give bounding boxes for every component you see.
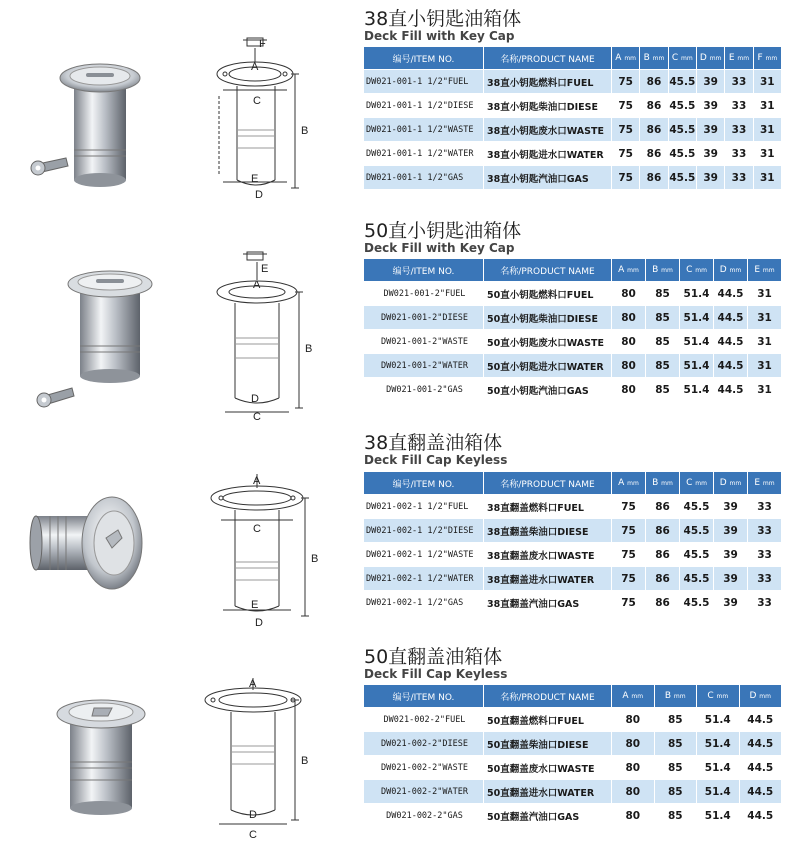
dim-value: 45.5 bbox=[680, 543, 714, 566]
column-header: F mm bbox=[754, 47, 782, 69]
table-row bbox=[364, 118, 782, 141]
dim-label-d: D bbox=[255, 617, 263, 629]
item-no: DW021-002-2"GAS bbox=[364, 804, 484, 827]
item-no: DW021-002-1 1/2"WATER bbox=[364, 567, 484, 590]
section-subtitle: Deck Fill with Key Cap bbox=[364, 241, 515, 255]
dim-label-b: B bbox=[301, 125, 309, 137]
dim-value: 80 bbox=[612, 756, 655, 779]
dim-value: 75 bbox=[612, 519, 646, 542]
dim-value: 33 bbox=[748, 567, 782, 590]
product-name: 50直翻盖汽油口GAS bbox=[484, 804, 612, 827]
dim-label-c: C bbox=[253, 95, 261, 107]
item-no: DW021-001-1 1/2"DIESE bbox=[364, 94, 484, 117]
dim-value: 75 bbox=[612, 495, 646, 518]
table-row bbox=[364, 708, 782, 731]
dim-value: 51.4 bbox=[697, 756, 740, 779]
product-section-3 bbox=[0, 428, 800, 638]
dim-value: 85 bbox=[646, 282, 680, 305]
dim-value: 44.5 bbox=[740, 732, 783, 755]
dim-value: 31 bbox=[748, 330, 782, 353]
dim-value: 33 bbox=[725, 118, 753, 141]
dim-value: 31 bbox=[754, 142, 782, 165]
dim-value: 39 bbox=[697, 118, 725, 141]
dim-value: 75 bbox=[612, 118, 640, 141]
dim-value: 51.4 bbox=[680, 282, 714, 305]
table-row bbox=[364, 495, 782, 518]
dim-value: 51.4 bbox=[697, 804, 740, 827]
dim-value: 45.5 bbox=[680, 519, 714, 542]
column-header: 编号/ITEM NO. bbox=[364, 259, 484, 281]
column-header: D mm bbox=[714, 259, 748, 281]
item-no: DW021-001-2"FUEL bbox=[364, 282, 484, 305]
dim-value: 75 bbox=[612, 94, 640, 117]
column-header: C mm bbox=[669, 47, 697, 69]
dim-value: 33 bbox=[748, 543, 782, 566]
product-name: 50直翻盖燃料口FUEL bbox=[484, 708, 612, 731]
dim-value: 31 bbox=[754, 166, 782, 189]
dim-value: 44.5 bbox=[740, 756, 783, 779]
dim-label-b: B bbox=[305, 343, 313, 355]
dim-value: 44.5 bbox=[714, 354, 748, 377]
dim-value: 39 bbox=[714, 591, 748, 614]
item-no: DW021-001-2"WATER bbox=[364, 354, 484, 377]
table-row bbox=[364, 354, 782, 377]
column-header: E mm bbox=[748, 472, 782, 494]
column-header: A mm bbox=[612, 47, 640, 69]
dim-label-a: A bbox=[253, 279, 261, 291]
item-no: DW021-001-1 1/2"FUEL bbox=[364, 70, 484, 93]
column-header: B mm bbox=[655, 685, 698, 707]
dim-value: 86 bbox=[640, 94, 668, 117]
dim-value: 33 bbox=[748, 591, 782, 614]
dim-value: 51.4 bbox=[697, 780, 740, 803]
dim-value: 31 bbox=[748, 354, 782, 377]
dim-value: 45.5 bbox=[669, 142, 697, 165]
dim-value: 86 bbox=[646, 543, 680, 566]
product-name: 38直翻盖柴油口DIESE bbox=[484, 519, 612, 542]
table-row bbox=[364, 780, 782, 803]
product-photo-keyless-38 bbox=[20, 468, 170, 628]
table-header-row bbox=[364, 472, 782, 494]
dim-label-e: E bbox=[261, 263, 269, 275]
table-row bbox=[364, 519, 782, 542]
dim-label-d: D bbox=[255, 189, 263, 201]
column-header: D mm bbox=[697, 47, 725, 69]
table-row bbox=[364, 567, 782, 590]
dim-value: 75 bbox=[612, 70, 640, 93]
section-subtitle: Deck Fill with Key Cap bbox=[364, 29, 515, 43]
dim-value: 39 bbox=[697, 166, 725, 189]
dim-value: 45.5 bbox=[669, 166, 697, 189]
key-icon bbox=[37, 388, 74, 407]
technical-drawing-key-cap-50 bbox=[195, 248, 350, 423]
product-name: 50直翻盖进水口WATER bbox=[484, 780, 612, 803]
product-photo-key-cap-38 bbox=[20, 40, 170, 200]
column-header: C mm bbox=[680, 472, 714, 494]
dim-value: 39 bbox=[697, 94, 725, 117]
dim-value: 31 bbox=[754, 118, 782, 141]
column-header: E mm bbox=[748, 259, 782, 281]
column-header: A mm bbox=[612, 259, 646, 281]
dim-value: 75 bbox=[612, 166, 640, 189]
item-no: DW021-002-2"WATER bbox=[364, 780, 484, 803]
dim-value: 80 bbox=[612, 282, 646, 305]
column-header: B mm bbox=[640, 47, 668, 69]
item-no: DW021-002-2"WASTE bbox=[364, 756, 484, 779]
dim-value: 44.5 bbox=[740, 804, 783, 827]
dim-value: 31 bbox=[748, 282, 782, 305]
column-header: 名称/PRODUCT NAME bbox=[484, 259, 612, 281]
key-icon bbox=[31, 158, 68, 175]
dim-label-a: A bbox=[253, 475, 261, 487]
dim-value: 80 bbox=[612, 780, 655, 803]
table-header-row bbox=[364, 47, 782, 69]
dim-value: 51.4 bbox=[697, 708, 740, 731]
dim-value: 45.5 bbox=[680, 591, 714, 614]
section-subtitle: Deck Fill Cap Keyless bbox=[364, 667, 508, 681]
dim-label-e: E bbox=[251, 173, 259, 185]
dim-value: 80 bbox=[612, 306, 646, 329]
dim-value: 80 bbox=[612, 708, 655, 731]
dim-value: 51.4 bbox=[680, 378, 714, 401]
dim-label-a: A bbox=[249, 678, 257, 690]
product-name: 38直翻盖进水口WATER bbox=[484, 567, 612, 590]
dim-value: 51.4 bbox=[680, 330, 714, 353]
dim-value: 75 bbox=[612, 543, 646, 566]
dim-value: 75 bbox=[612, 567, 646, 590]
dim-value: 85 bbox=[646, 306, 680, 329]
column-header: 名称/PRODUCT NAME bbox=[484, 685, 612, 707]
dim-value: 39 bbox=[697, 70, 725, 93]
dim-value: 33 bbox=[748, 519, 782, 542]
dim-label-d: D bbox=[249, 809, 257, 821]
dim-value: 33 bbox=[725, 166, 753, 189]
dim-value: 80 bbox=[612, 378, 646, 401]
item-no: DW021-001-2"WASTE bbox=[364, 330, 484, 353]
column-header: 编号/ITEM NO. bbox=[364, 472, 484, 494]
dim-value: 44.5 bbox=[714, 282, 748, 305]
dim-value: 44.5 bbox=[740, 708, 783, 731]
product-section-2 bbox=[0, 218, 800, 428]
column-header: B mm bbox=[646, 472, 680, 494]
product-name: 50直翻盖废水口WASTE bbox=[484, 756, 612, 779]
technical-drawing-key-cap-38 bbox=[195, 30, 350, 205]
item-no: DW021-001-2"DIESE bbox=[364, 306, 484, 329]
dim-value: 31 bbox=[748, 306, 782, 329]
column-header: 编号/ITEM NO. bbox=[364, 685, 484, 707]
dim-value: 85 bbox=[655, 780, 698, 803]
product-name: 38直小钥匙柴油口DIESE bbox=[484, 94, 612, 117]
table-row bbox=[364, 732, 782, 755]
dim-value: 75 bbox=[612, 142, 640, 165]
dim-value: 85 bbox=[655, 756, 698, 779]
dim-value: 44.5 bbox=[740, 780, 783, 803]
dim-value: 51.4 bbox=[680, 306, 714, 329]
dim-value: 44.5 bbox=[714, 378, 748, 401]
column-header: E mm bbox=[725, 47, 753, 69]
item-no: DW021-002-2"FUEL bbox=[364, 708, 484, 731]
product-name: 38直翻盖废水口WASTE bbox=[484, 543, 612, 566]
dim-value: 31 bbox=[754, 94, 782, 117]
table-row bbox=[364, 306, 782, 329]
dim-value: 45.5 bbox=[669, 70, 697, 93]
product-section-1 bbox=[0, 0, 800, 210]
column-header: 名称/PRODUCT NAME bbox=[484, 472, 612, 494]
section-title: 50直小钥匙油箱体 bbox=[364, 220, 522, 242]
column-header: C mm bbox=[697, 685, 740, 707]
dim-value: 86 bbox=[640, 70, 668, 93]
dim-value: 85 bbox=[655, 732, 698, 755]
column-header: D mm bbox=[740, 685, 783, 707]
dim-value: 80 bbox=[612, 732, 655, 755]
column-header: C mm bbox=[680, 259, 714, 281]
dim-value: 80 bbox=[612, 804, 655, 827]
dim-value: 45.5 bbox=[669, 118, 697, 141]
product-photo-key-cap-50 bbox=[20, 248, 170, 408]
dim-label-c: C bbox=[253, 411, 261, 423]
dim-value: 45.5 bbox=[669, 94, 697, 117]
table-row bbox=[364, 330, 782, 353]
product-name: 38直小钥匙汽油口GAS bbox=[484, 166, 612, 189]
table-row bbox=[364, 804, 782, 827]
dim-value: 39 bbox=[714, 519, 748, 542]
product-photo-keyless-50 bbox=[20, 678, 170, 838]
product-name: 50直小钥匙燃料口FUEL bbox=[484, 282, 612, 305]
spec-table bbox=[364, 46, 782, 190]
dim-value: 85 bbox=[655, 708, 698, 731]
dim-value: 44.5 bbox=[714, 306, 748, 329]
dim-label-c: C bbox=[249, 829, 257, 841]
spec-table bbox=[364, 471, 782, 615]
spec-table bbox=[364, 258, 782, 402]
table-row bbox=[364, 591, 782, 614]
table-row bbox=[364, 282, 782, 305]
dim-value: 39 bbox=[714, 543, 748, 566]
column-header: A mm bbox=[612, 685, 655, 707]
technical-drawing-keyless-38 bbox=[195, 468, 350, 633]
product-name: 50直小钥匙进水口WATER bbox=[484, 354, 612, 377]
item-no: DW021-001-1 1/2"WASTE bbox=[364, 118, 484, 141]
dim-value: 39 bbox=[697, 142, 725, 165]
table-row bbox=[364, 70, 782, 93]
dim-value: 86 bbox=[646, 591, 680, 614]
dim-value: 86 bbox=[646, 495, 680, 518]
dim-value: 85 bbox=[655, 804, 698, 827]
dim-label-c: C bbox=[253, 523, 261, 535]
product-name: 50直小钥匙汽油口GAS bbox=[484, 378, 612, 401]
dim-label-e: E bbox=[251, 599, 259, 611]
item-no: DW021-001-1 1/2"WATER bbox=[364, 142, 484, 165]
dim-value: 33 bbox=[725, 94, 753, 117]
dim-value: 45.5 bbox=[680, 495, 714, 518]
table-row bbox=[364, 756, 782, 779]
product-name: 50直小钥匙废水口WASTE bbox=[484, 330, 612, 353]
product-name: 38直翻盖汽油口GAS bbox=[484, 591, 612, 614]
table-header-row bbox=[364, 685, 782, 707]
dim-value: 33 bbox=[725, 142, 753, 165]
product-name: 38直翻盖燃料口FUEL bbox=[484, 495, 612, 518]
product-name: 38直小钥匙燃料口FUEL bbox=[484, 70, 612, 93]
dim-value: 39 bbox=[714, 567, 748, 590]
dim-value: 31 bbox=[754, 70, 782, 93]
column-header: B mm bbox=[646, 259, 680, 281]
table-row bbox=[364, 378, 782, 401]
table-row bbox=[364, 543, 782, 566]
technical-drawing-keyless-50 bbox=[195, 674, 350, 842]
dim-label-f: F bbox=[259, 38, 266, 50]
dim-value: 45.5 bbox=[680, 567, 714, 590]
item-no: DW021-002-1 1/2"FUEL bbox=[364, 495, 484, 518]
section-subtitle: Deck Fill Cap Keyless bbox=[364, 453, 508, 467]
spec-table bbox=[364, 684, 782, 828]
column-header: 名称/PRODUCT NAME bbox=[484, 47, 612, 69]
item-no: DW021-002-1 1/2"WASTE bbox=[364, 543, 484, 566]
dim-value: 33 bbox=[725, 70, 753, 93]
dim-value: 80 bbox=[612, 354, 646, 377]
section-title: 38直翻盖油箱体 bbox=[364, 432, 503, 454]
dim-value: 86 bbox=[640, 118, 668, 141]
table-header-row bbox=[364, 259, 782, 281]
dim-value: 31 bbox=[748, 378, 782, 401]
product-section-4 bbox=[0, 638, 800, 842]
item-no: DW021-002-1 1/2"GAS bbox=[364, 591, 484, 614]
item-no: DW021-002-1 1/2"DIESE bbox=[364, 519, 484, 542]
column-header: A mm bbox=[612, 472, 646, 494]
dim-value: 80 bbox=[612, 330, 646, 353]
dim-value: 51.4 bbox=[680, 354, 714, 377]
dim-value: 85 bbox=[646, 378, 680, 401]
dim-value: 86 bbox=[640, 166, 668, 189]
dim-label-b: B bbox=[301, 755, 309, 767]
column-header: 编号/ITEM NO. bbox=[364, 47, 484, 69]
item-no: DW021-001-1 1/2"GAS bbox=[364, 166, 484, 189]
dim-value: 85 bbox=[646, 354, 680, 377]
item-no: DW021-002-2"DIESE bbox=[364, 732, 484, 755]
product-name: 50直小钥匙柴油口DIESE bbox=[484, 306, 612, 329]
dim-value: 75 bbox=[612, 591, 646, 614]
section-title: 38直小钥匙油箱体 bbox=[364, 8, 522, 30]
dim-label-b: B bbox=[311, 553, 319, 565]
dim-value: 86 bbox=[646, 519, 680, 542]
item-no: DW021-001-2"GAS bbox=[364, 378, 484, 401]
dim-label-d: D bbox=[251, 393, 259, 405]
table-row bbox=[364, 166, 782, 189]
dim-value: 86 bbox=[640, 142, 668, 165]
dim-value: 85 bbox=[646, 330, 680, 353]
column-header: D mm bbox=[714, 472, 748, 494]
table-row bbox=[364, 142, 782, 165]
dim-value: 39 bbox=[714, 495, 748, 518]
dim-value: 44.5 bbox=[714, 330, 748, 353]
table-row bbox=[364, 94, 782, 117]
product-name: 38直小钥匙废水口WASTE bbox=[484, 118, 612, 141]
dim-value: 51.4 bbox=[697, 732, 740, 755]
product-name: 38直小钥匙进水口WATER bbox=[484, 142, 612, 165]
product-name: 50直翻盖柴油口DIESE bbox=[484, 732, 612, 755]
dim-label-a: A bbox=[251, 61, 259, 73]
dim-value: 33 bbox=[748, 495, 782, 518]
dim-value: 86 bbox=[646, 567, 680, 590]
section-title: 50直翻盖油箱体 bbox=[364, 646, 503, 668]
